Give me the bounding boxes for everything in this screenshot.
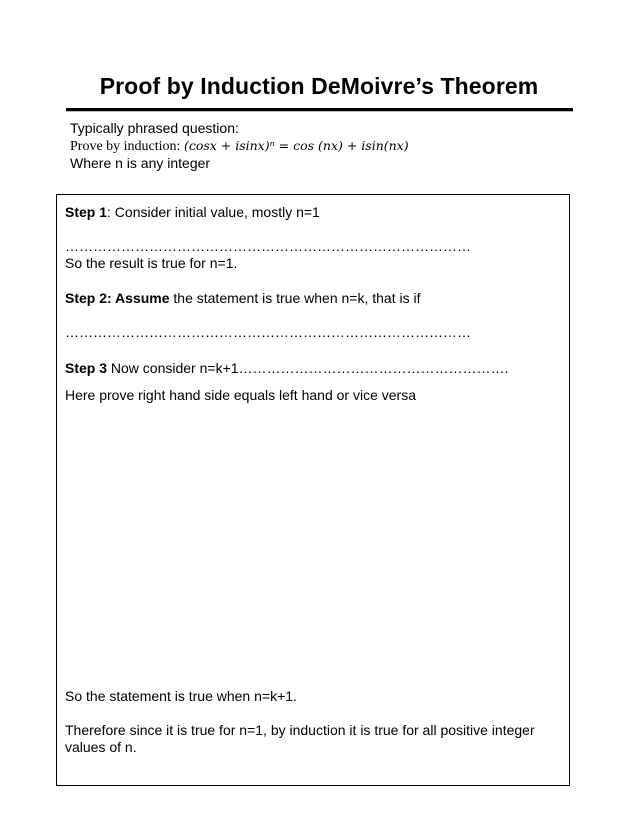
step2-line	[65, 290, 560, 307]
step1-text: : Consider initial value, mostly n=1	[107, 204, 320, 220]
intro-line-phrased: Typically phrased question:	[70, 120, 239, 136]
step3-line	[65, 360, 560, 377]
result-n1-line: So the result is true for n=1.	[65, 255, 238, 271]
dotted-line-1: ……………………………………………………………………………	[65, 238, 471, 254]
step3-heading: Step 3	[65, 360, 108, 376]
true-k1-line: So the statement is true when n=k+1.	[65, 688, 297, 704]
proof-box	[56, 194, 570, 786]
prove-sides-line: Here prove right hand side equals left hand or vice versa	[65, 387, 416, 403]
page-title: Proof by Induction DeMoivre’s Theorem	[99, 73, 539, 99]
intro-line-integer: Where n is any integer	[70, 155, 211, 171]
demoivre-formula: (cosx + isinx)ⁿ = cos (nx) + isin(nx)	[183, 138, 409, 153]
conclusion-text: Therefore since it is true for n=1, by induction it is true for all positive integer values of n.	[65, 722, 535, 755]
intro-line-prove	[70, 137, 409, 155]
dotted-line-2: ……………………………………………………………………………	[65, 324, 471, 340]
step1-heading: Step 1	[65, 204, 108, 220]
step3-text: Now consider n=k+1………………………………………………….	[107, 360, 509, 376]
step2-heading: Step 2: Assume	[65, 290, 170, 306]
step1-line	[65, 204, 560, 221]
prove-label: Prove by induction:	[70, 139, 184, 154]
step2-text: the statement is true when n=k, that is if	[169, 290, 421, 306]
title-underline-shadow	[66, 111, 573, 112]
question-intro	[70, 120, 409, 172]
